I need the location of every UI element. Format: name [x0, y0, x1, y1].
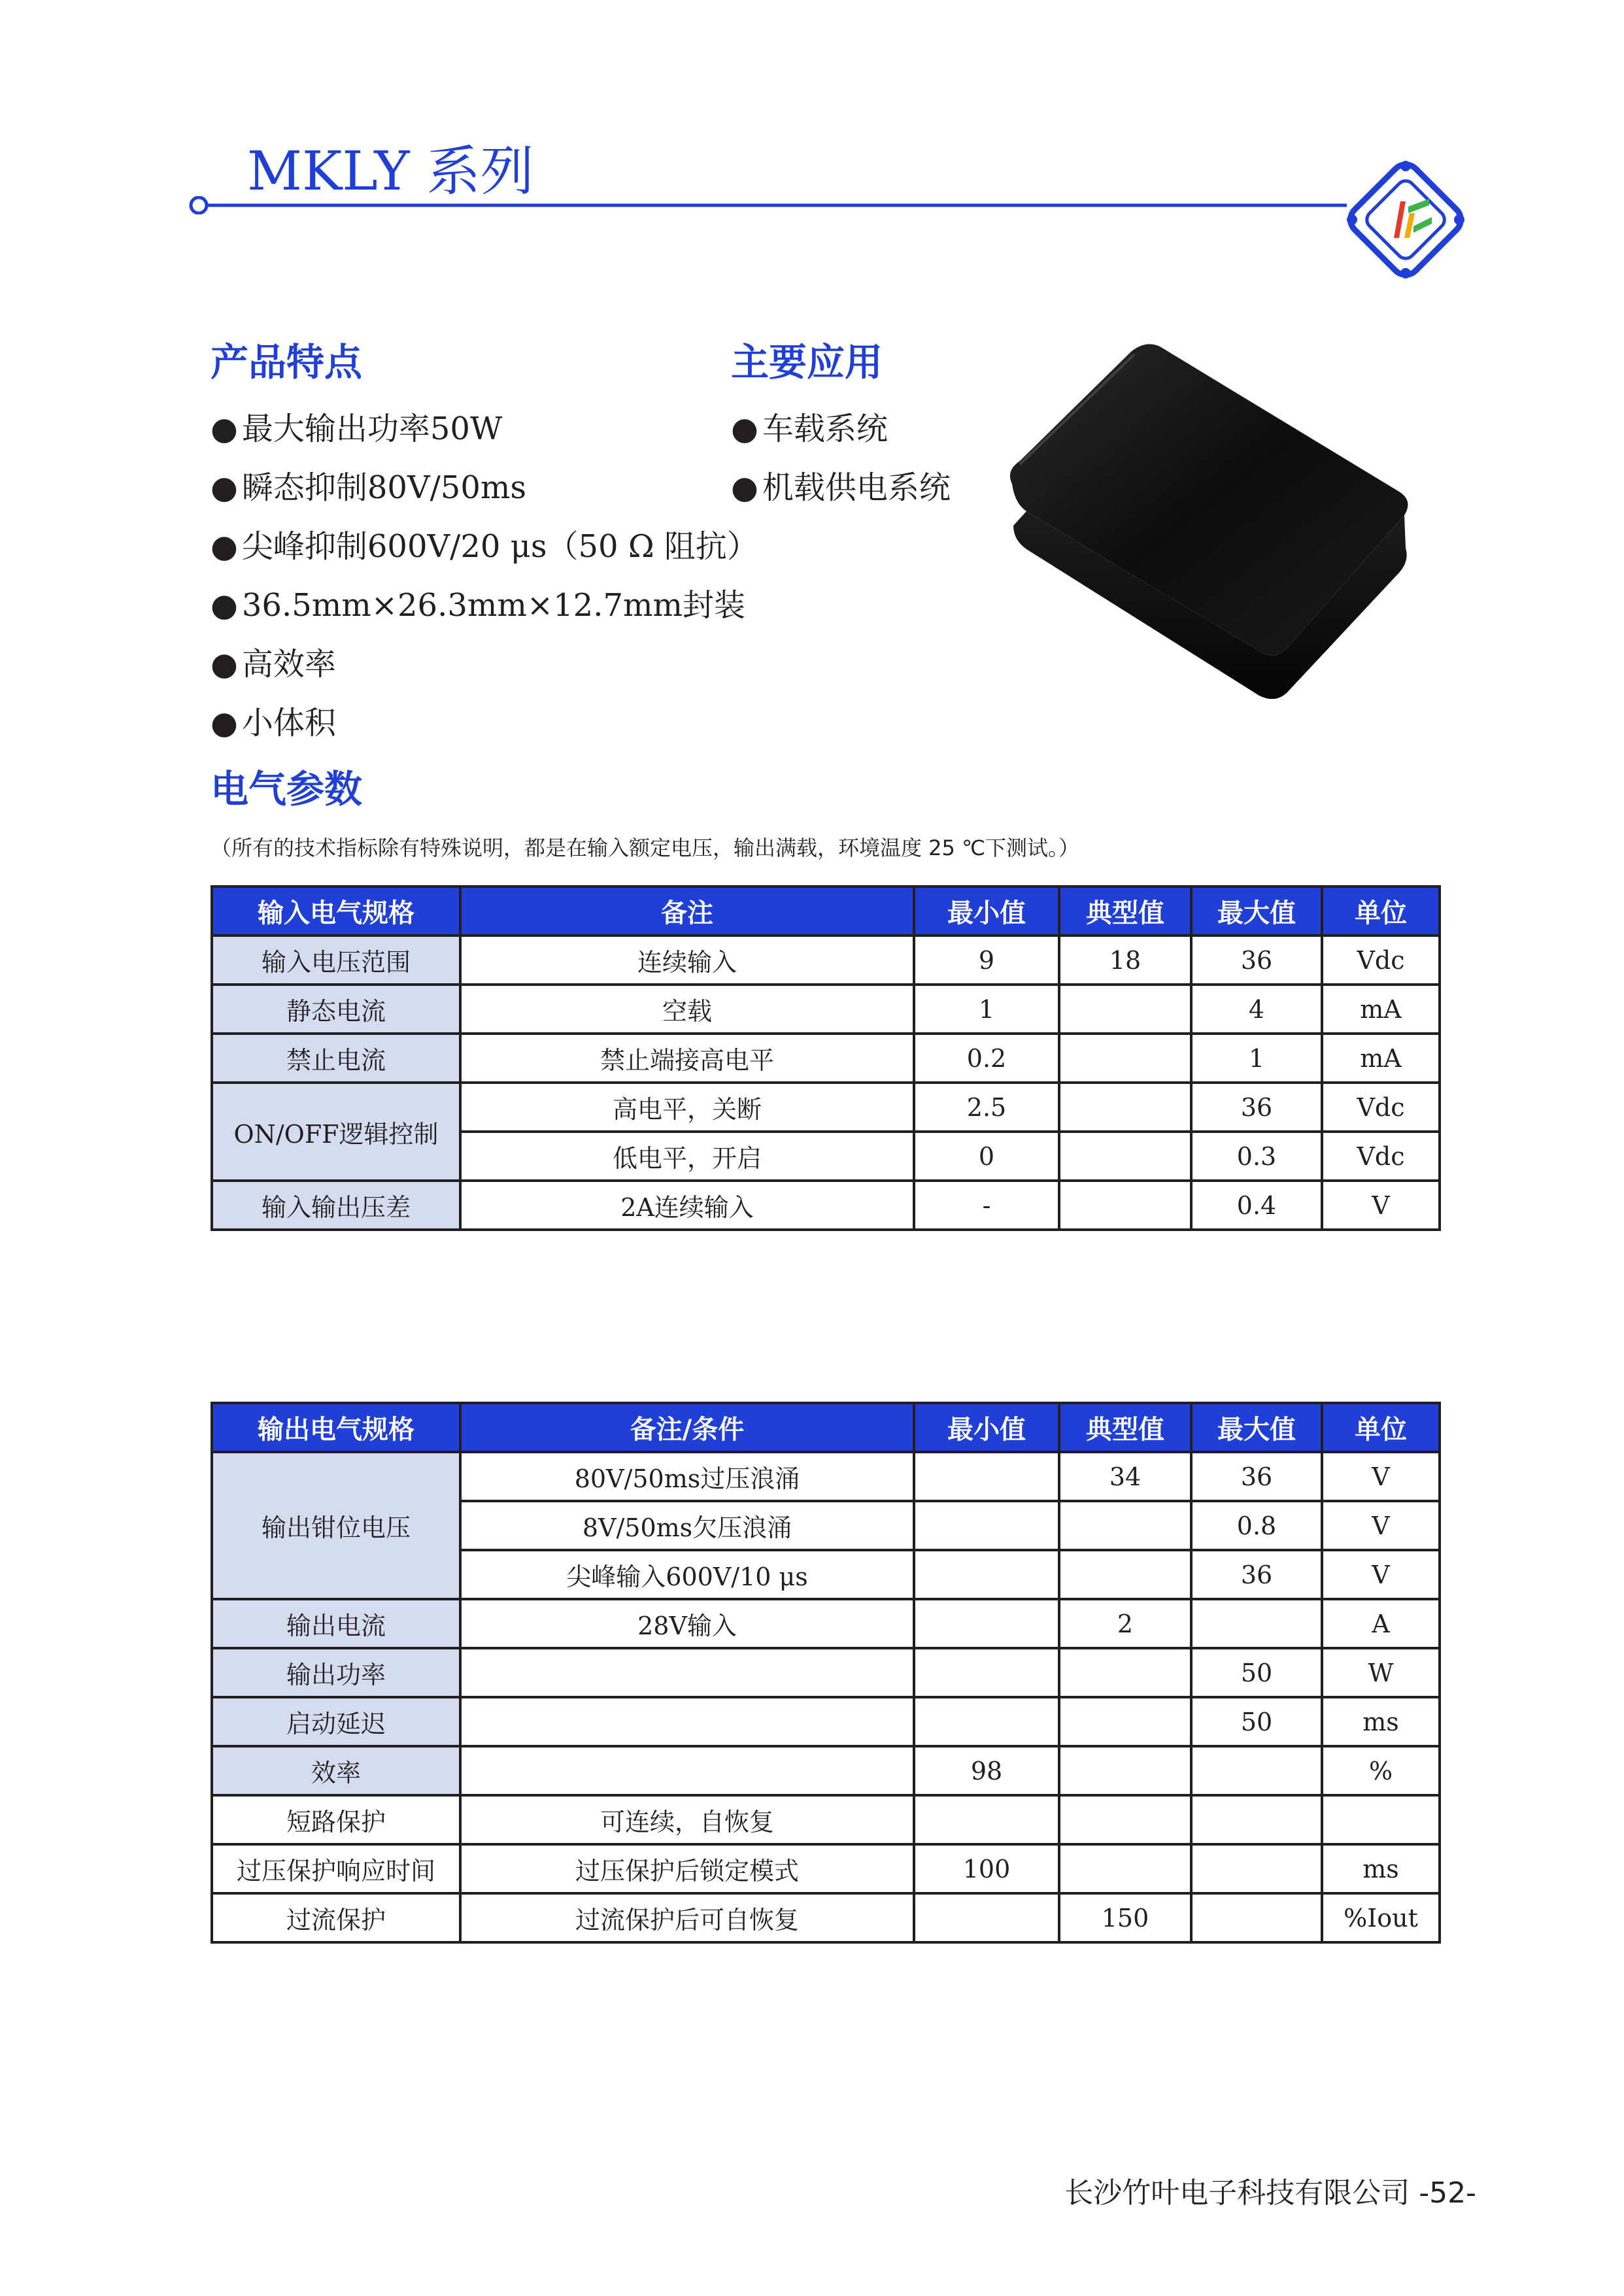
unit-cell: ms — [1322, 1844, 1440, 1893]
note-cell: 过压保护后锁定模式 — [460, 1844, 914, 1893]
unit-cell: V — [1322, 1501, 1440, 1550]
feature-item: ● 尖峰抑制600V/20 μs（50 Ω 阻抗） — [211, 528, 758, 565]
unit-cell: V — [1322, 1550, 1440, 1599]
max-cell — [1191, 1599, 1322, 1648]
spec-name-cell: 短路保护 — [212, 1795, 460, 1844]
column-header: 最大值 — [1191, 886, 1322, 936]
note-cell — [460, 1746, 914, 1795]
spec-name-cell: 输出电流 — [212, 1599, 460, 1648]
min-cell: - — [914, 1181, 1059, 1230]
page-footer — [1064, 2169, 1476, 2211]
unit-cell: Vdc — [1322, 936, 1440, 985]
spec-name-cell: 过压保护响应时间 — [212, 1844, 460, 1893]
note-cell: 空载 — [460, 985, 914, 1034]
test-conditions-note: （所有的技术指标除有特殊说明，都是在输入额定电压，输出满载，环境温度 25 ℃下测试。） — [211, 836, 1080, 860]
product-module-image — [1000, 340, 1419, 706]
unit-cell: mA — [1322, 1034, 1440, 1083]
max-cell: 36 — [1191, 936, 1322, 985]
typ-cell — [1059, 1550, 1191, 1599]
features-heading: 产品特点 — [211, 340, 363, 384]
note-cell — [460, 1648, 914, 1697]
bullet-icon: ● — [211, 705, 238, 741]
unit-cell: V — [1322, 1181, 1440, 1230]
column-header: 典型值 — [1059, 1403, 1191, 1452]
typ-cell: 34 — [1059, 1452, 1191, 1501]
typ-cell — [1059, 1181, 1191, 1230]
column-header: 最小值 — [914, 1403, 1059, 1452]
company-name: 长沙竹叶电子科技有限公司 — [1064, 2176, 1410, 2210]
bullet-icon: ● — [211, 411, 238, 447]
table-row — [212, 1599, 1440, 1648]
note-cell: 低电平，开启 — [460, 1132, 914, 1181]
max-cell: 4 — [1191, 985, 1322, 1034]
table-row — [212, 1697, 1440, 1746]
typ-cell: 18 — [1059, 936, 1191, 985]
note-cell: 尖峰输入600V/10 μs — [460, 1550, 914, 1599]
typ-cell: 2 — [1059, 1599, 1191, 1648]
table-header-row — [212, 1403, 1440, 1452]
table-row — [212, 1648, 1440, 1697]
min-cell — [914, 1452, 1059, 1501]
typ-cell — [1059, 1746, 1191, 1795]
table-row — [212, 985, 1440, 1034]
application-item: ● 机载供电系统 — [731, 469, 951, 506]
max-cell — [1191, 1844, 1322, 1893]
column-header: 最大值 — [1191, 1403, 1322, 1452]
min-cell: 100 — [914, 1844, 1059, 1893]
table-row — [212, 1795, 1440, 1844]
min-cell: 98 — [914, 1746, 1059, 1795]
min-cell — [914, 1893, 1059, 1942]
unit-cell: Vdc — [1322, 1132, 1440, 1181]
unit-cell — [1322, 1795, 1440, 1844]
spec-name-cell: 输出钳位电压 — [212, 1452, 460, 1599]
spec-name-cell: ON/OFF逻辑控制 — [212, 1083, 460, 1181]
column-header: 输入电气规格 — [212, 886, 460, 936]
spec-name-cell: 输出功率 — [212, 1648, 460, 1697]
note-cell: 8V/50ms欠压浪涌 — [460, 1501, 914, 1550]
column-header: 单位 — [1322, 886, 1440, 936]
max-cell — [1191, 1746, 1322, 1795]
unit-cell: %Iout — [1322, 1893, 1440, 1942]
typ-cell — [1059, 1132, 1191, 1181]
max-cell: 36 — [1191, 1550, 1322, 1599]
bullet-icon: ● — [211, 587, 238, 624]
table-row — [212, 1452, 1440, 1501]
table-row — [212, 1893, 1440, 1942]
note-cell — [460, 1697, 914, 1746]
min-cell — [914, 1501, 1059, 1550]
application-item: ● 车载系统 — [731, 411, 888, 447]
min-cell: 0.2 — [914, 1034, 1059, 1083]
table-row — [212, 1181, 1440, 1230]
page-number: -52- — [1419, 2176, 1476, 2210]
min-cell: 9 — [914, 936, 1059, 985]
table-row — [212, 936, 1440, 985]
note-cell: 高电平，关断 — [460, 1083, 914, 1132]
typ-cell — [1059, 1501, 1191, 1550]
note-cell: 可连续，自恢复 — [460, 1795, 914, 1844]
unit-cell: V — [1322, 1452, 1440, 1501]
min-cell: 2.5 — [914, 1083, 1059, 1132]
table-row — [212, 1844, 1440, 1893]
note-cell: 80V/50ms过压浪涌 — [460, 1452, 914, 1501]
spec-name-cell: 静态电流 — [212, 985, 460, 1034]
unit-cell: W — [1322, 1648, 1440, 1697]
column-header: 备注 — [460, 886, 914, 936]
bullet-icon: ● — [211, 646, 238, 683]
feature-item: ● 最大输出功率50W — [211, 411, 503, 447]
table-row — [212, 1034, 1440, 1083]
typ-cell — [1059, 1648, 1191, 1697]
header-rule — [177, 196, 1366, 214]
note-cell: 过流保护后可自恢复 — [460, 1893, 914, 1942]
min-cell — [914, 1648, 1059, 1697]
spec-name-cell: 输入电压范围 — [212, 936, 460, 985]
table-row — [212, 1746, 1440, 1795]
max-cell — [1191, 1893, 1322, 1942]
unit-cell: A — [1322, 1599, 1440, 1648]
note-cell: 2A连续输入 — [460, 1181, 914, 1230]
bullet-icon: ● — [211, 528, 238, 565]
spec-name-cell: 过流保护 — [212, 1893, 460, 1942]
series-title: MKLY 系列 — [247, 141, 534, 203]
note-cell: 28V输入 — [460, 1599, 914, 1648]
unit-cell: Vdc — [1322, 1083, 1440, 1132]
table-row — [212, 1083, 1440, 1132]
spec-name-cell: 输入输出压差 — [212, 1181, 460, 1230]
output-spec-table — [211, 1402, 1441, 1944]
feature-item: ● 高效率 — [211, 646, 336, 683]
unit-cell: ms — [1322, 1697, 1440, 1746]
feature-item: ● 36.5mm×26.3mm×12.7mm封装 — [211, 587, 746, 624]
unit-cell: mA — [1322, 985, 1440, 1034]
max-cell — [1191, 1795, 1322, 1844]
company-logo-icon — [1340, 154, 1471, 285]
max-cell: 0.8 — [1191, 1501, 1322, 1550]
spec-name-cell: 启动延迟 — [212, 1697, 460, 1746]
spec-name-cell: 效率 — [212, 1746, 460, 1795]
typ-cell: 150 — [1059, 1893, 1191, 1942]
spec-name-cell: 禁止电流 — [212, 1034, 460, 1083]
column-header: 最小值 — [914, 886, 1059, 936]
applications-heading: 主要应用 — [731, 340, 883, 384]
column-header: 备注/条件 — [460, 1403, 914, 1452]
note-cell: 禁止端接高电平 — [460, 1034, 914, 1083]
typ-cell — [1059, 985, 1191, 1034]
typ-cell — [1059, 1844, 1191, 1893]
min-cell — [914, 1795, 1059, 1844]
max-cell: 36 — [1191, 1452, 1322, 1501]
min-cell — [914, 1599, 1059, 1648]
column-header: 单位 — [1322, 1403, 1440, 1452]
min-cell — [914, 1550, 1059, 1599]
column-header: 典型值 — [1059, 886, 1191, 936]
typ-cell — [1059, 1034, 1191, 1083]
typ-cell — [1059, 1795, 1191, 1844]
unit-cell: % — [1322, 1746, 1440, 1795]
bullet-icon: ● — [731, 469, 758, 506]
table-header-row — [212, 886, 1440, 936]
max-cell: 36 — [1191, 1083, 1322, 1132]
column-header: 输出电气规格 — [212, 1403, 460, 1452]
max-cell: 0.4 — [1191, 1181, 1322, 1230]
feature-item: ● 小体积 — [211, 705, 336, 741]
min-cell: 0 — [914, 1132, 1059, 1181]
electrical-heading: 电气参数 — [211, 767, 363, 811]
bullet-icon: ● — [731, 411, 758, 447]
min-cell — [914, 1697, 1059, 1746]
typ-cell — [1059, 1083, 1191, 1132]
max-cell: 0.3 — [1191, 1132, 1322, 1181]
typ-cell — [1059, 1697, 1191, 1746]
bullet-icon: ● — [211, 469, 238, 506]
max-cell: 1 — [1191, 1034, 1322, 1083]
max-cell: 50 — [1191, 1648, 1322, 1697]
note-cell: 连续输入 — [460, 936, 914, 985]
min-cell: 1 — [914, 985, 1059, 1034]
feature-item: ● 瞬态抑制80V/50ms — [211, 469, 527, 506]
input-spec-table — [211, 885, 1441, 1231]
max-cell: 50 — [1191, 1697, 1322, 1746]
